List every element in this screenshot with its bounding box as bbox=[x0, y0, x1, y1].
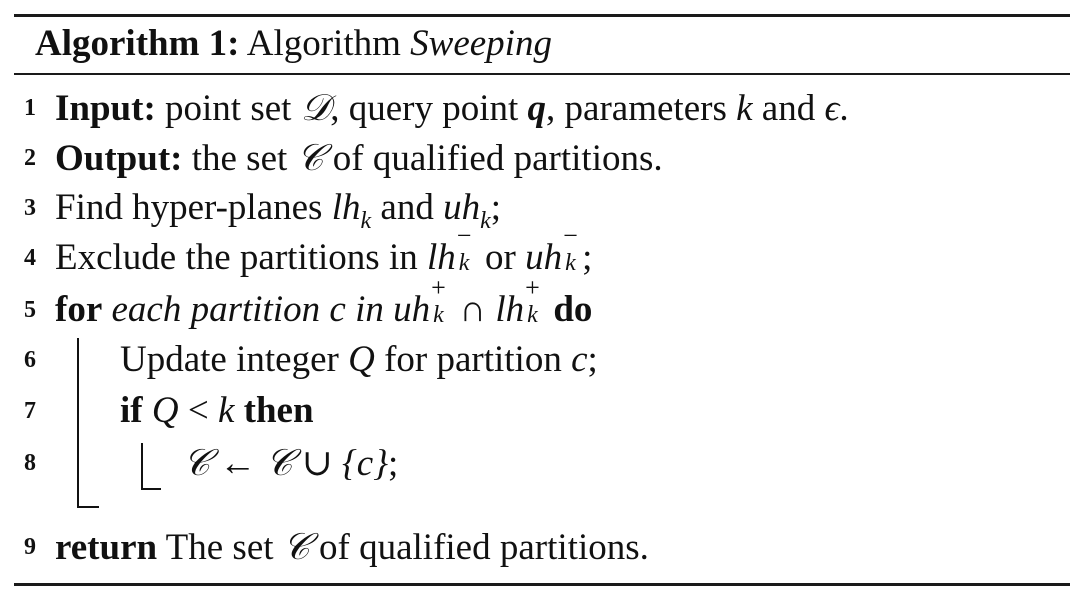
math-subscript-k: k bbox=[565, 250, 576, 276]
math-epsilon: ϵ bbox=[824, 88, 840, 129]
caption-name: Algorithm bbox=[246, 23, 401, 64]
caption-label: Algorithm 1: bbox=[35, 23, 240, 64]
keyword-output: Output: bbox=[55, 138, 183, 179]
math-k: k bbox=[736, 88, 753, 129]
math-C: 𝒞 bbox=[183, 441, 210, 484]
if-block-bar bbox=[141, 443, 143, 490]
math-C: 𝒞 bbox=[265, 441, 293, 484]
line-number: 9 bbox=[24, 534, 36, 560]
line-text: The set bbox=[157, 527, 283, 568]
math-arrow: ← bbox=[209, 443, 266, 484]
line-text: , parameters bbox=[546, 88, 737, 129]
math-superscript-minus: − bbox=[563, 221, 578, 250]
algorithm-caption bbox=[35, 20, 552, 68]
line-text: the set bbox=[182, 138, 297, 179]
math-k: k bbox=[217, 390, 235, 431]
math-subscript-k: k bbox=[360, 208, 372, 234]
keyword-if: if bbox=[120, 390, 143, 431]
line-text: ; bbox=[490, 187, 502, 228]
math-c: c bbox=[329, 289, 346, 330]
keyword-input: Input: bbox=[55, 88, 156, 129]
caption-rule bbox=[14, 73, 1070, 75]
math-c: c bbox=[571, 339, 588, 380]
line-number: 8 bbox=[24, 450, 36, 476]
math-less-than: < bbox=[178, 390, 218, 431]
line-text: and bbox=[752, 88, 825, 129]
line-number: 6 bbox=[24, 347, 36, 373]
line-number: 2 bbox=[24, 145, 36, 171]
line-text: each partition bbox=[102, 289, 330, 330]
line-text: of qualified partitions. bbox=[309, 527, 649, 568]
line-text: in bbox=[345, 289, 394, 330]
line-text: ; bbox=[582, 237, 593, 278]
math-Q: Q bbox=[348, 339, 375, 380]
math-Q: Q bbox=[151, 390, 179, 431]
line-text: Exclude the partitions in bbox=[55, 237, 427, 278]
math-uh: uh bbox=[443, 187, 481, 228]
top-rule bbox=[14, 14, 1070, 17]
line-text: of qualified partitions. bbox=[323, 138, 663, 179]
math-intersection: ∩ bbox=[450, 289, 496, 330]
math-superscript-plus: + bbox=[431, 273, 446, 302]
math-union: ∪ bbox=[292, 443, 342, 484]
math-subscript-k: k bbox=[527, 302, 538, 328]
keyword-return: return bbox=[55, 527, 158, 568]
math-supsub bbox=[524, 273, 544, 328]
for-block-bar bbox=[77, 338, 79, 508]
keyword-do: do bbox=[553, 289, 593, 330]
line-number: 4 bbox=[24, 245, 36, 271]
math-q: q bbox=[527, 88, 547, 129]
math-uh: uh bbox=[525, 237, 563, 278]
line-text: and bbox=[371, 187, 444, 228]
bottom-rule bbox=[14, 583, 1070, 586]
keyword-then: then bbox=[243, 390, 314, 431]
math-supsub bbox=[430, 273, 450, 328]
math-set-c: {c} bbox=[341, 443, 388, 484]
math-C: 𝒞 bbox=[296, 136, 324, 179]
math-lh: lh bbox=[495, 289, 525, 330]
line-text: or bbox=[475, 237, 526, 278]
line-number: 5 bbox=[24, 297, 36, 323]
math-uh: uh bbox=[393, 289, 431, 330]
math-superscript-plus: + bbox=[525, 273, 540, 302]
if-block-foot bbox=[141, 488, 161, 490]
math-C: 𝒞 bbox=[282, 525, 310, 568]
math-supsub bbox=[456, 221, 476, 276]
math-subscript-k: k bbox=[433, 302, 444, 328]
line-text: Update integer bbox=[120, 339, 349, 380]
math-subscript-k: k bbox=[458, 250, 470, 276]
line-text: ; bbox=[587, 339, 598, 380]
line-number: 7 bbox=[24, 398, 36, 424]
line-text: Find hyper-planes bbox=[55, 187, 332, 228]
for-block-foot bbox=[77, 506, 99, 508]
math-subscript-k: k bbox=[480, 208, 491, 234]
line-text: ; bbox=[388, 443, 399, 484]
line-text: . bbox=[839, 88, 849, 129]
keyword-for: for bbox=[55, 289, 103, 330]
math-lh: lh bbox=[426, 237, 456, 278]
math-superscript-minus: − bbox=[456, 221, 472, 250]
caption-name-italic: Sweeping bbox=[410, 23, 552, 64]
line-number: 3 bbox=[24, 195, 36, 221]
math-D: 𝒟 bbox=[300, 86, 331, 129]
line-text: point set bbox=[155, 88, 301, 129]
line-text: for partition bbox=[374, 339, 572, 380]
line-text: , query point bbox=[330, 88, 528, 129]
line-number: 1 bbox=[24, 95, 36, 121]
math-supsub bbox=[562, 221, 582, 276]
math-lh: lh bbox=[331, 187, 361, 228]
